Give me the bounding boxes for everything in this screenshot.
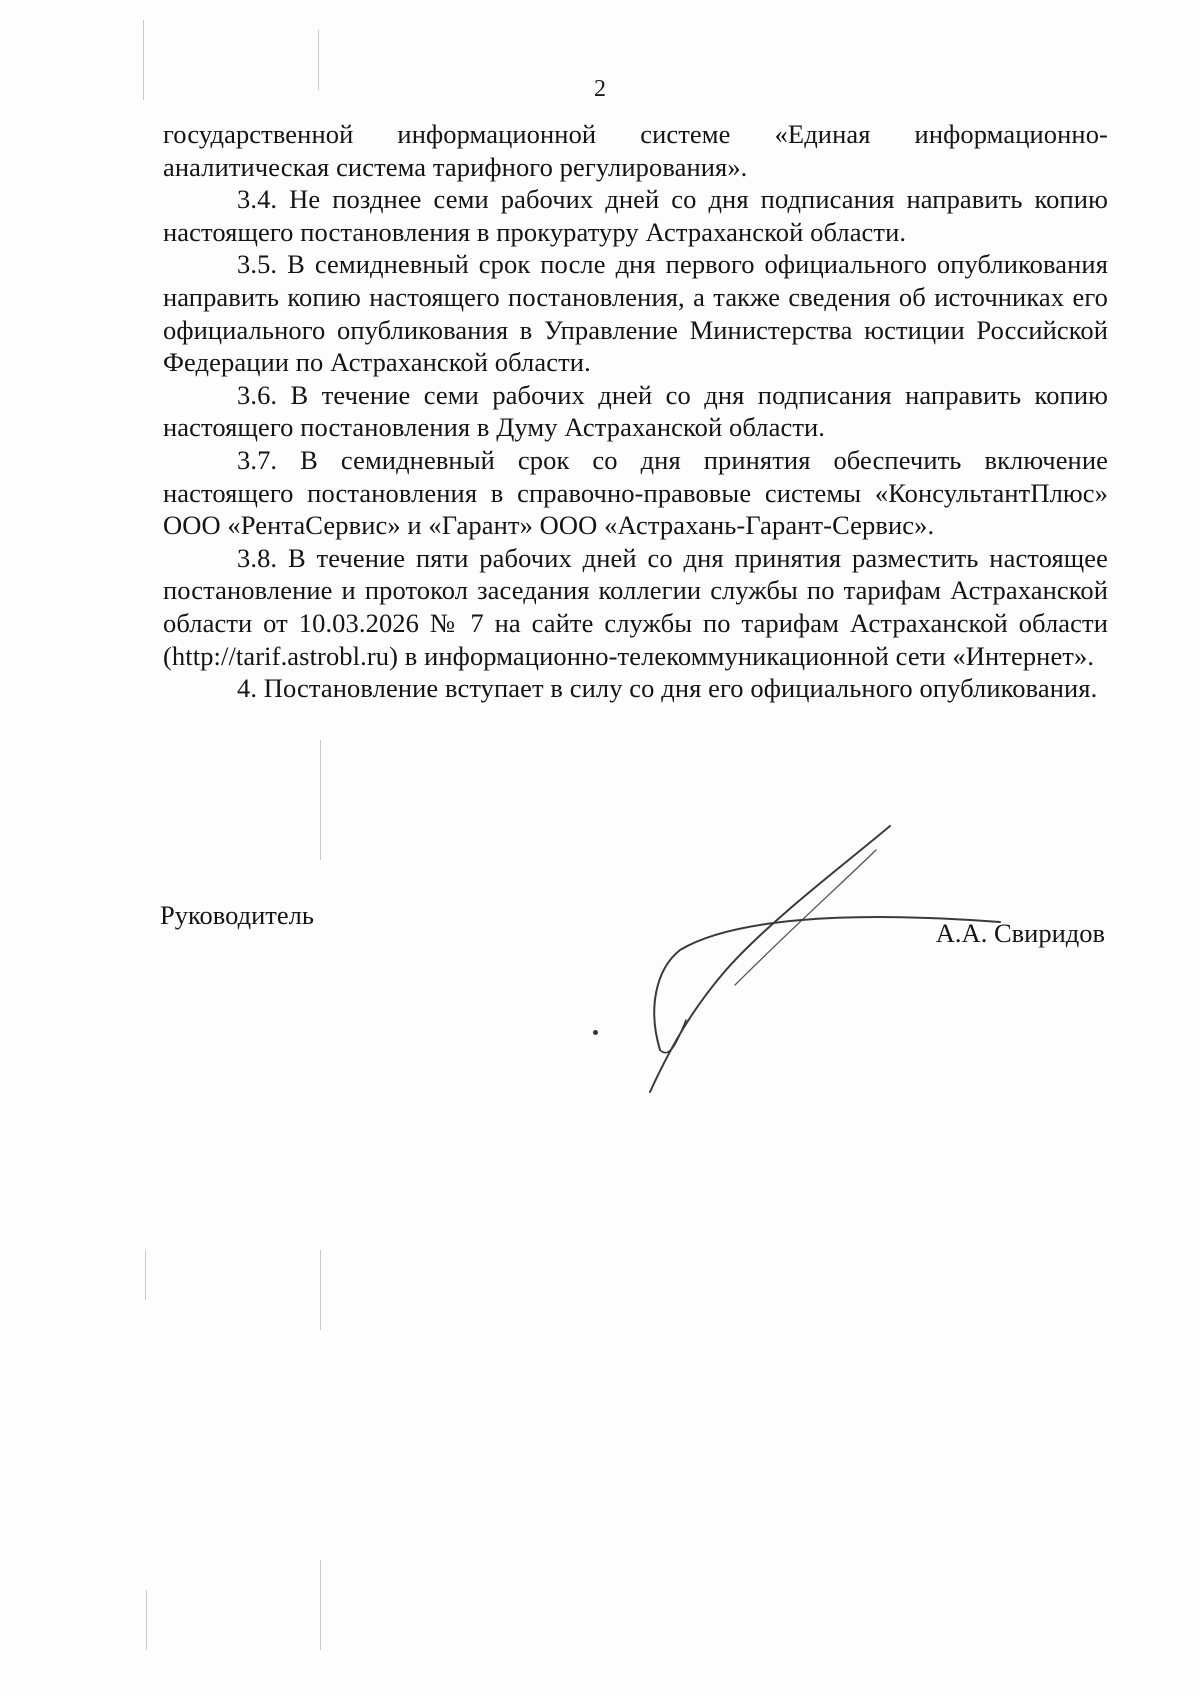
scan-artifact bbox=[146, 1590, 147, 1650]
handwritten-signature bbox=[640, 810, 1030, 1100]
paragraph: 4. Постановление вступает в силу со дня его официального опубликования. bbox=[237, 673, 1098, 704]
ink-dot bbox=[593, 1030, 598, 1035]
paragraph: 3.8. В течение пяти рабочих дней со дня принятия разместить настоящее постановление и протокол заседания коллегии службы по тарифам Астраханской области от 10.03.2026 № 7 на сайте службы по тарифам Астраханской области (http://tarif.astrobl.ru) в информационно-телекоммуникационной сети «Интернет». bbox=[163, 542, 1108, 671]
scan-artifact bbox=[320, 1560, 321, 1650]
page-number: 2 bbox=[594, 76, 606, 102]
paragraph: 3.6. В течение семи рабочих дней со дня подписания направить копию настоящего постановления в Думу Астраханской области. bbox=[163, 379, 1108, 443]
scan-artifact bbox=[320, 740, 321, 860]
paragraph: государственной информационной системе «Единая информационно-аналитическая система тарифного регулирования». bbox=[163, 119, 1108, 182]
document-body bbox=[163, 118, 1108, 705]
paragraph: 3.5. В семидневный срок после дня первого официального опубликования направить копию настоящего постановления, а также сведения об источниках его официального опубликования в Управление Министерства юстиции Российской Федерации по Астраханской области. bbox=[163, 249, 1108, 378]
paragraph: 3.4. Не позднее семи рабочих дней со дня подписания направить копию настоящего постановления в прокуратуру Астраханской области. bbox=[163, 184, 1108, 247]
paragraph: 3.7. В семидневный срок со дня принятия обеспечить включение настоящего постановления в справочно-правовые системы «КонсультантПлюс» ООО «РентаСервис» и «Гарант» ООО «Астрахань-Гарант-Сервис». bbox=[163, 444, 1108, 541]
scan-artifact bbox=[320, 1250, 321, 1330]
signer-name: А.А. Свиридов bbox=[935, 918, 1105, 948]
scan-artifact bbox=[145, 1250, 146, 1300]
signer-title: Руководитель bbox=[160, 900, 314, 930]
